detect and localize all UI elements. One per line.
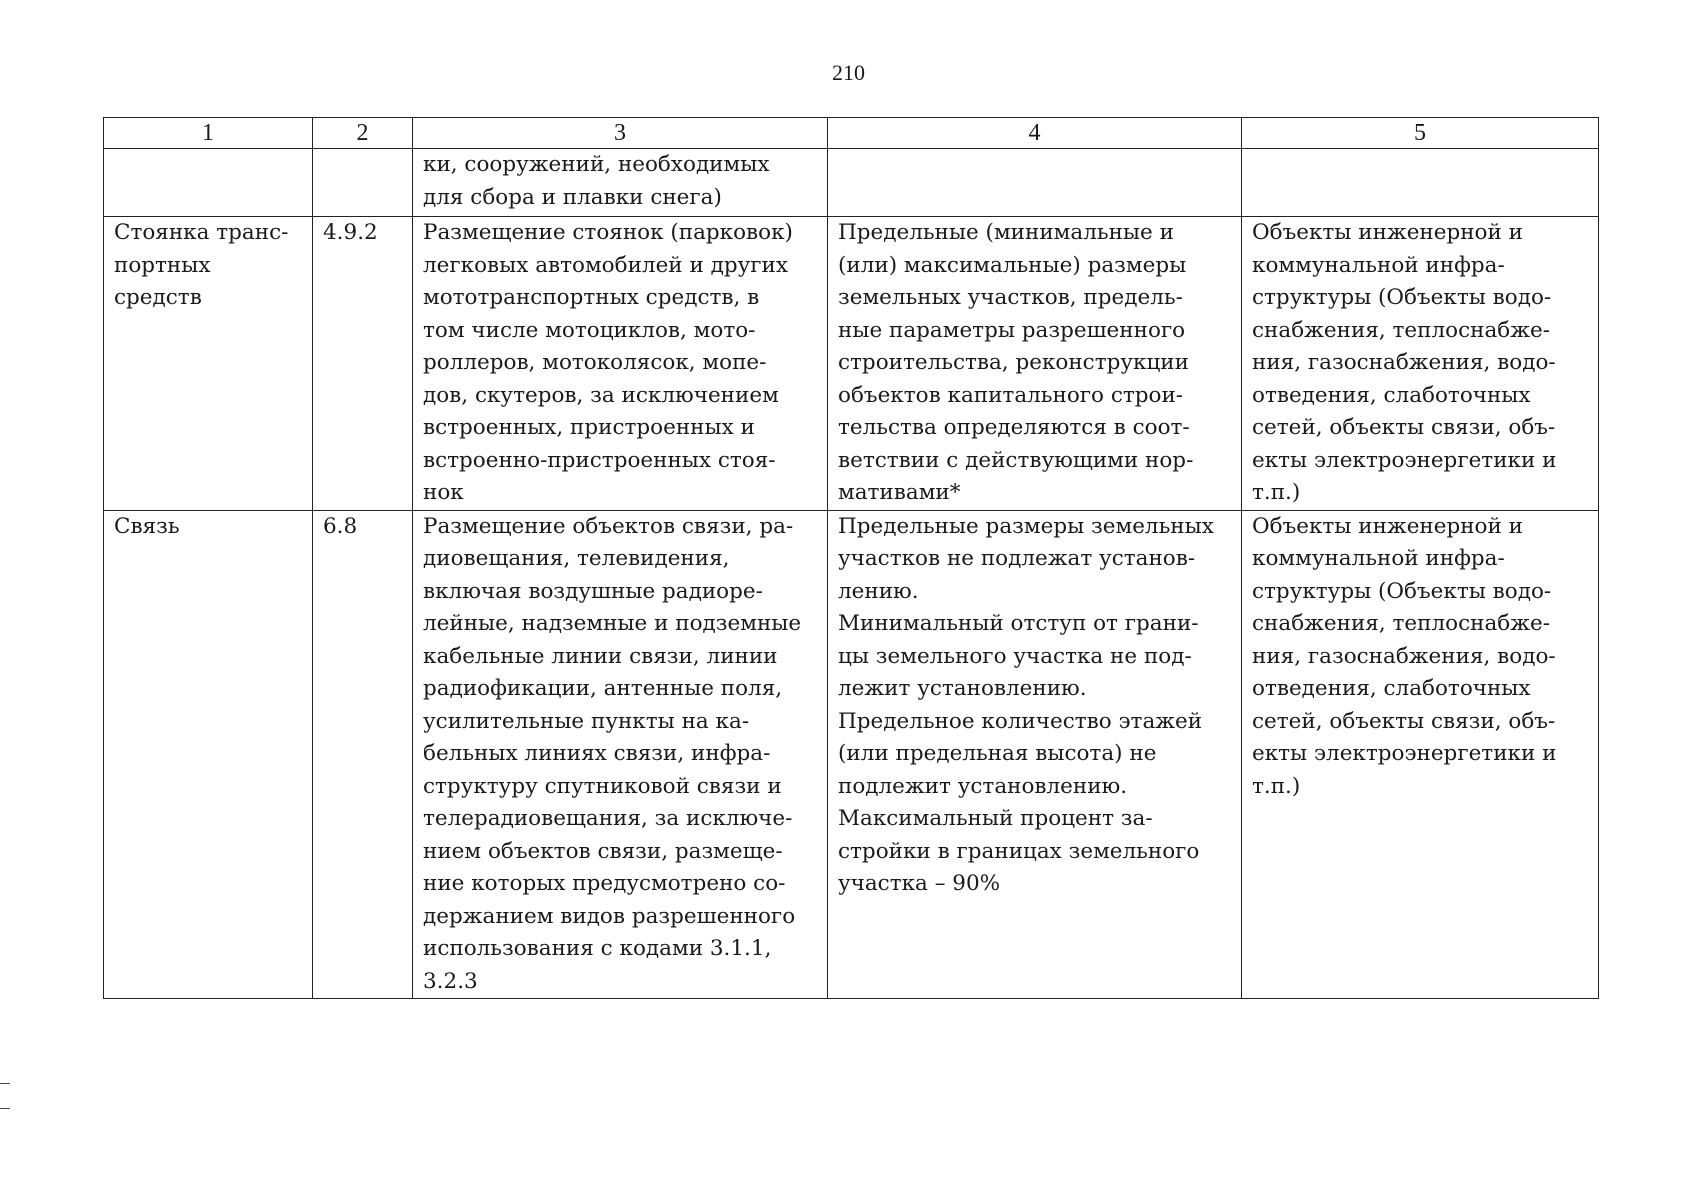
page-number: 210	[832, 60, 865, 85]
cell-auxiliary	[1242, 149, 1599, 217]
cell-auxiliary: Объекты инженерной и коммунальной инфра- структуры (Объекты водо- снабжения, теплоснабже- ния, газоснабжения, водо- отведения, слаботочных сетей, объекты связи, объ- екты электроэнергетики и т.п.)	[1242, 510, 1599, 999]
column-header-1: 1	[104, 118, 313, 149]
cell-code	[313, 149, 413, 217]
scan-mark	[0, 1083, 10, 1084]
scan-mark	[0, 1108, 10, 1109]
cell-description: ки, сооружений, необходимых для сбора и плавки снега)	[413, 149, 828, 217]
cell-code: 6.8	[313, 510, 413, 999]
column-header-5: 5	[1242, 118, 1599, 149]
cell-name: Стоянка транс- портных средств	[104, 217, 313, 511]
cell-code: 4.9.2	[313, 217, 413, 511]
column-header-3: 3	[413, 118, 828, 149]
cell-parameters	[828, 149, 1242, 217]
cell-name	[104, 149, 313, 217]
column-header-4: 4	[828, 118, 1242, 149]
table-header-row	[104, 118, 1599, 149]
cell-description: Размещение стоянок (парковок) легковых автомобилей и других мототранспортных средств, в том числе мотоциклов, мото- роллеров, мотоколясок, мопе- дов, скутеров, за исключением встроенных, пристроенных и встроенно-пристроенных стоя- нок	[413, 217, 828, 511]
table-row	[104, 510, 1599, 999]
cell-parameters: Предельные (минимальные и (или) максимальные) размеры земельных участков, предель- ные параметры разрешенного строительства, реконструкции объектов капитального строи- тельства определяются в соот- ветствии с действующими нор- мативами*	[828, 217, 1242, 511]
cell-name: Связь	[104, 510, 313, 999]
column-header-2: 2	[313, 118, 413, 149]
cell-description: Размещение объектов связи, ра- диовещания, телевидения, включая воздушные радиоре- лейные, надземные и подземные кабельные линии связи, линии радиофикации, антенные поля, усилительные пункты на ка- бельных линиях связи, инфра- структуру спутниковой связи и телерадиовещания, за исключе- нием объектов связи, размеще- ние которых предусмотрено со- держанием видов разрешенного использования с кодами 3.1.1, 3.2.3	[413, 510, 828, 999]
cell-parameters: Предельные размеры земельных участков не подлежат установ- лению. Минимальный отступ от грани- цы земельного участка не под- лежит установлению. Предельное количество этажей (или предельная высота) не подлежит установлению. Максимальный процент за- стройки в границах земельного участка – 90%	[828, 510, 1242, 999]
cell-auxiliary: Объекты инженерной и коммунальной инфра- структуры (Объекты водо- снабжения, теплоснабже- ния, газоснабжения, водо- отведения, слаботочных сетей, объекты связи, объ- екты электроэнергетики и т.п.)	[1242, 217, 1599, 511]
table-row	[104, 217, 1599, 511]
land-use-table	[103, 117, 1599, 999]
table-row-continuation	[104, 149, 1599, 217]
